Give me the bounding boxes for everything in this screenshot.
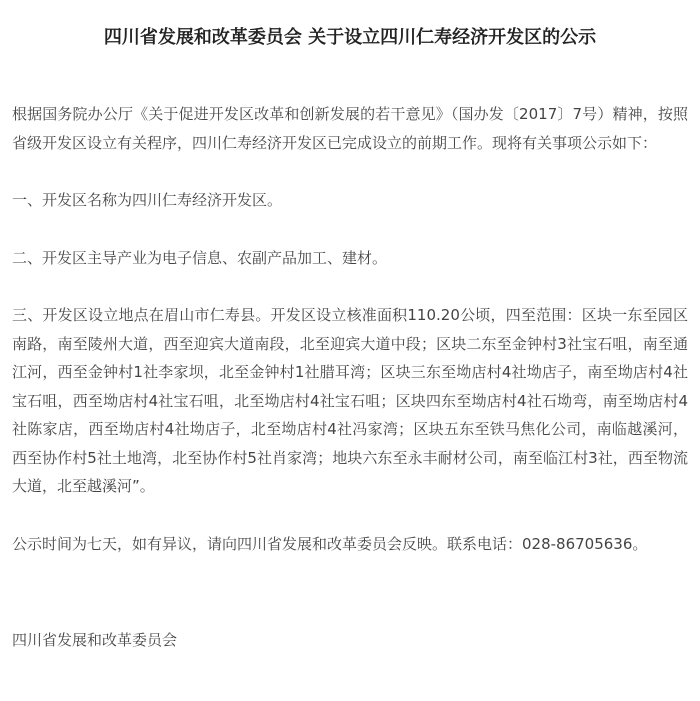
item-name-paragraph: 一、开发区名称为四川仁寿经济开发区。 — [12, 191, 283, 209]
intro-paragraph: 根据国务院办公厅《关于促进开发区改革和创新发展的若干意见》（国办发〔2017〕7号）精神，按照省级开发区设立有关程序，四川仁寿经济开发区已完成设立的前期工作。现将有关事项公示如下： — [12, 105, 688, 152]
notice-paragraph: 公示时间为七天，如有异议，请向四川省发展和改革委员会反映。联系电话：028-86705636。 — [12, 534, 648, 553]
item-location-paragraph: 三、开发区设立地点在眉山市仁寿县。开发区设立核准面积110.20公顷，四至范围：区块一东至园区南路，南至陵州大道，西至迎宾大道南段，北至迎宾大道中段；区块二东至金钟村3社宝石咀，南至通江河，西至金钟村1社李家坝，北至金钟村1社腊耳湾；区块三东至坳店村4社坳店子，南至坳店村4社宝石咀，西至坳店村4社宝石咀，北至坳店村4社宝石咀；区块四东至坳店村4社石坳弯，南至坳店村4社陈家店，西至坳店村4社坳店子，北至坳店村4社冯家湾；区块五东至铁马焦化公司，南临越溪河，西至协作村5社土地湾，北至协作村5社肖家湾；地块六东至永丰耐材公司，南至临江村3社，西至物流大道，北至越溪河”。 — [12, 306, 688, 495]
item-industry-paragraph: 二、开发区主导产业为电子信息、农副产品加工、建材。 — [12, 248, 388, 267]
signature: 四川省发展和改革委员会 — [12, 631, 178, 649]
article-title: 四川省发展和改革委员会 关于设立四川仁寿经济开发区的公示 — [103, 27, 597, 48]
